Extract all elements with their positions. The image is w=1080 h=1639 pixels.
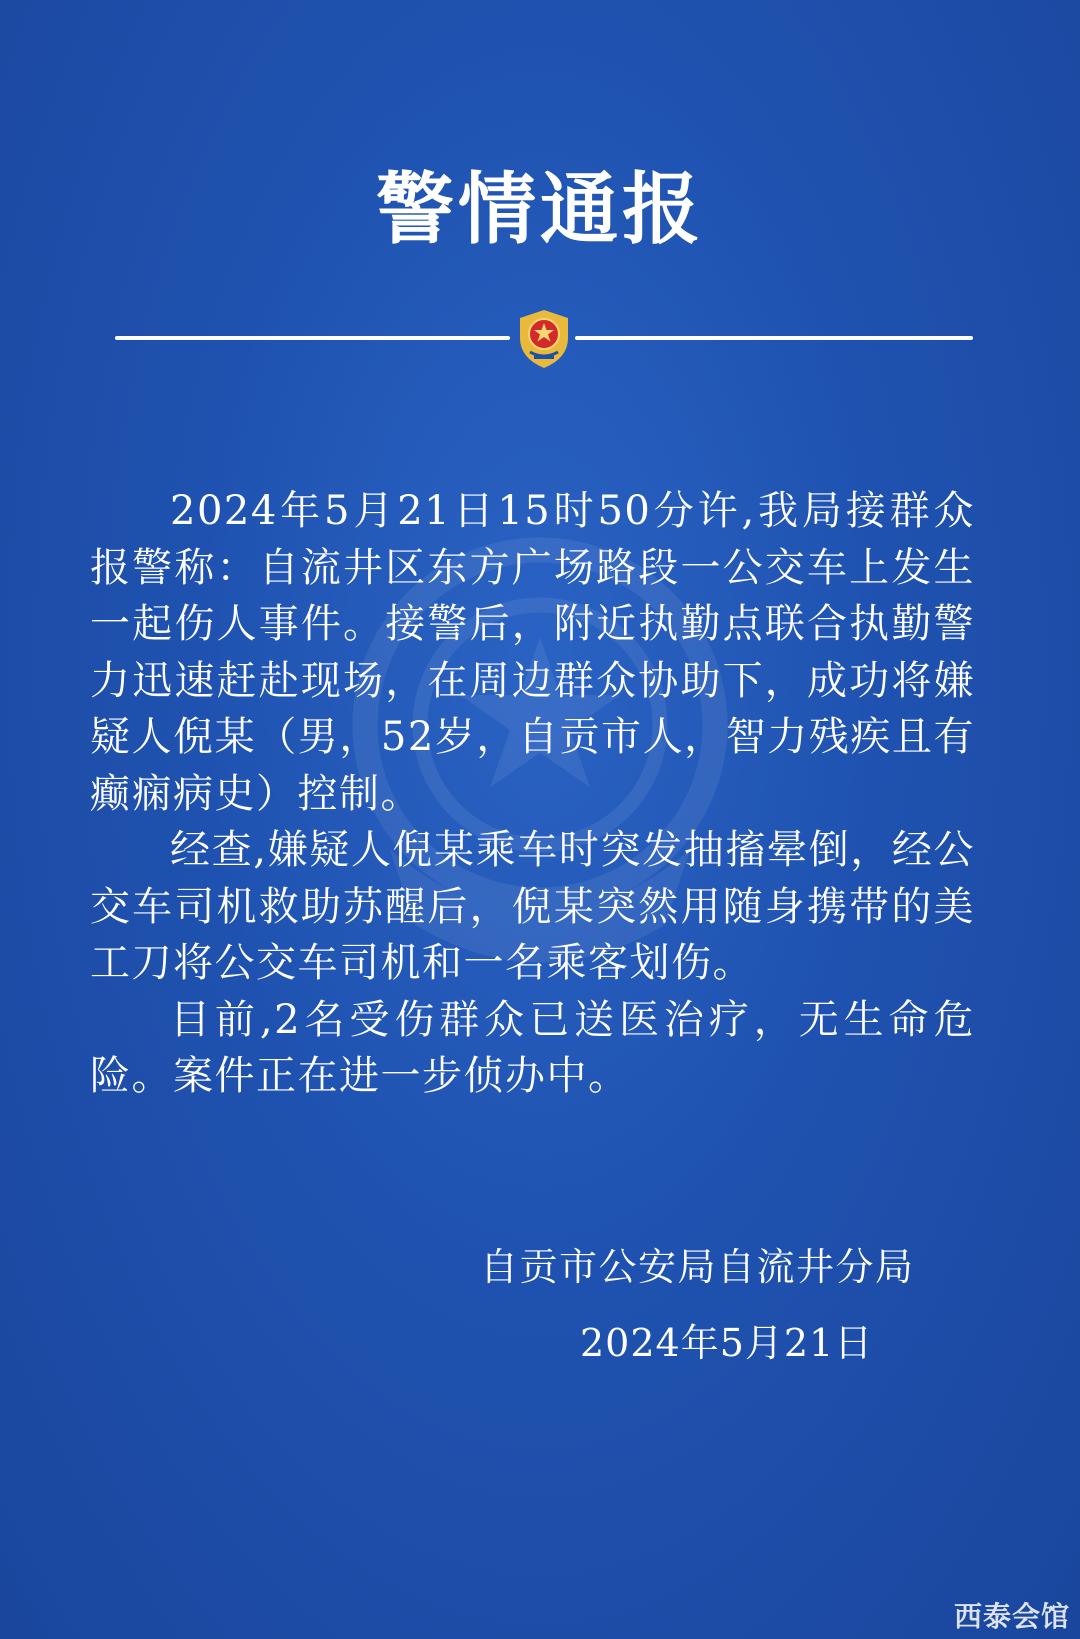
- issue-date: 2024年5月21日: [580, 1321, 874, 1365]
- notice-body: [90, 483, 975, 1105]
- notice-paragraph-3: 目前,2名受伤群众已送医治疗，无生命危险。案件正在进一步侦办中。: [90, 996, 975, 1099]
- divider-right: [575, 336, 973, 340]
- notice-paragraph-2: 经查,嫌疑人倪某乘车时突发抽搐晕倒，经公交车司机救助苏醒后，倪某突然用随身携带的美工刀将公交车司机和一名乘客划伤。: [90, 827, 975, 986]
- corner-watermark: 西泰会馆: [953, 1600, 1070, 1633]
- police-emblem-icon: [516, 308, 572, 370]
- issuer-signature: 自贡市公安局自流井分局: [480, 1245, 915, 1289]
- page-title: 警情通报: [375, 165, 704, 255]
- notice-paragraph-1: 2024年5月21日15时50分许,我局接群众报警称：自流井区东方广场路段一公交车上发生一起伤人事件。接警后，附近执勤点联合执勤警力迅速赶赴现场，在周边群众协助下，成功将嫌疑人倪某（男，52岁，自贡市人，智力残疾且有癫痫病史）控制。: [90, 488, 975, 817]
- divider-left: [115, 336, 510, 340]
